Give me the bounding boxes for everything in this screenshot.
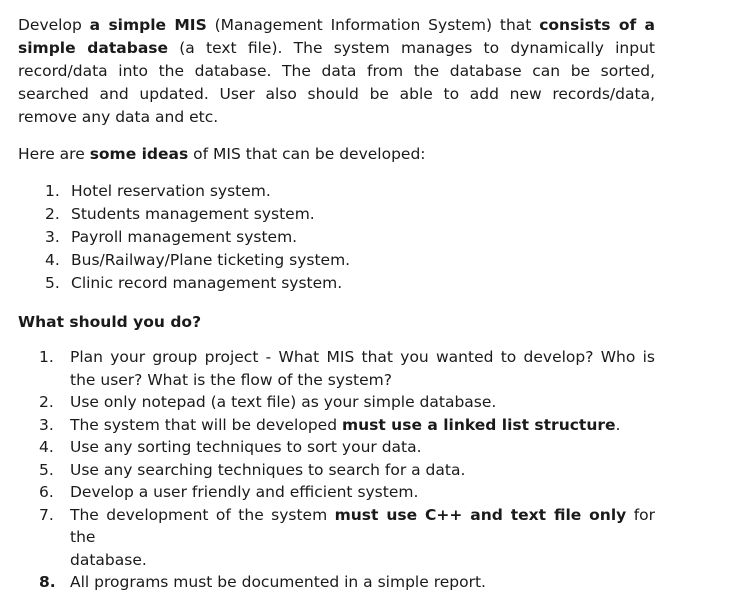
list-item: 3. Payroll management system.	[45, 228, 298, 246]
list-item: 7. The development of the system must use C++ and text file only for the database.	[39, 505, 656, 569]
list-item: 4. Bus/Railway/Plane ticketing system.	[45, 251, 351, 269]
list-item: 4. Use any sorting techniques to sort your data.	[39, 438, 422, 456]
list-item: 5. Use any searching techniques to search for a data.	[39, 460, 466, 479]
intro-line: record/data into the database. The data from the database can be sorted,	[18, 62, 655, 80]
todo-heading: What should you do?	[18, 313, 202, 331]
intro-line: simple database (a text file). The system manages to dynamically input	[18, 39, 655, 57]
todo-list	[39, 346, 655, 594]
list-item: 8. All programs must be documented in a simple report.	[39, 573, 486, 591]
intro-line: remove any data and etc.	[18, 108, 219, 126]
intro-line: searched and updated. User also should be able to add new records/data,	[18, 85, 655, 103]
list-item: 6. Develop a user friendly and efficient system.	[39, 483, 419, 501]
ideas-intro: Here are some ideas of MIS that can be developed:	[18, 145, 426, 163]
intro-line: Develop a simple MIS (Management Information System) that consists of a	[18, 16, 655, 34]
ideas-list	[45, 180, 350, 295]
list-item: 1. Plan your group project - What MIS that you wanted to develop? Who is the user? What is the flow of the system?	[39, 348, 655, 389]
list-item: 3. The system that will be developed must use a linked list structure.	[39, 415, 621, 434]
list-item: 2. Use only notepad (a text file) as your simple database.	[39, 393, 497, 411]
intro-paragraph	[18, 14, 655, 129]
list-item: 5. Clinic record management system.	[45, 274, 343, 292]
list-item: 1. Hotel reservation system.	[45, 182, 271, 200]
list-item: 2. Students management system.	[45, 205, 315, 223]
